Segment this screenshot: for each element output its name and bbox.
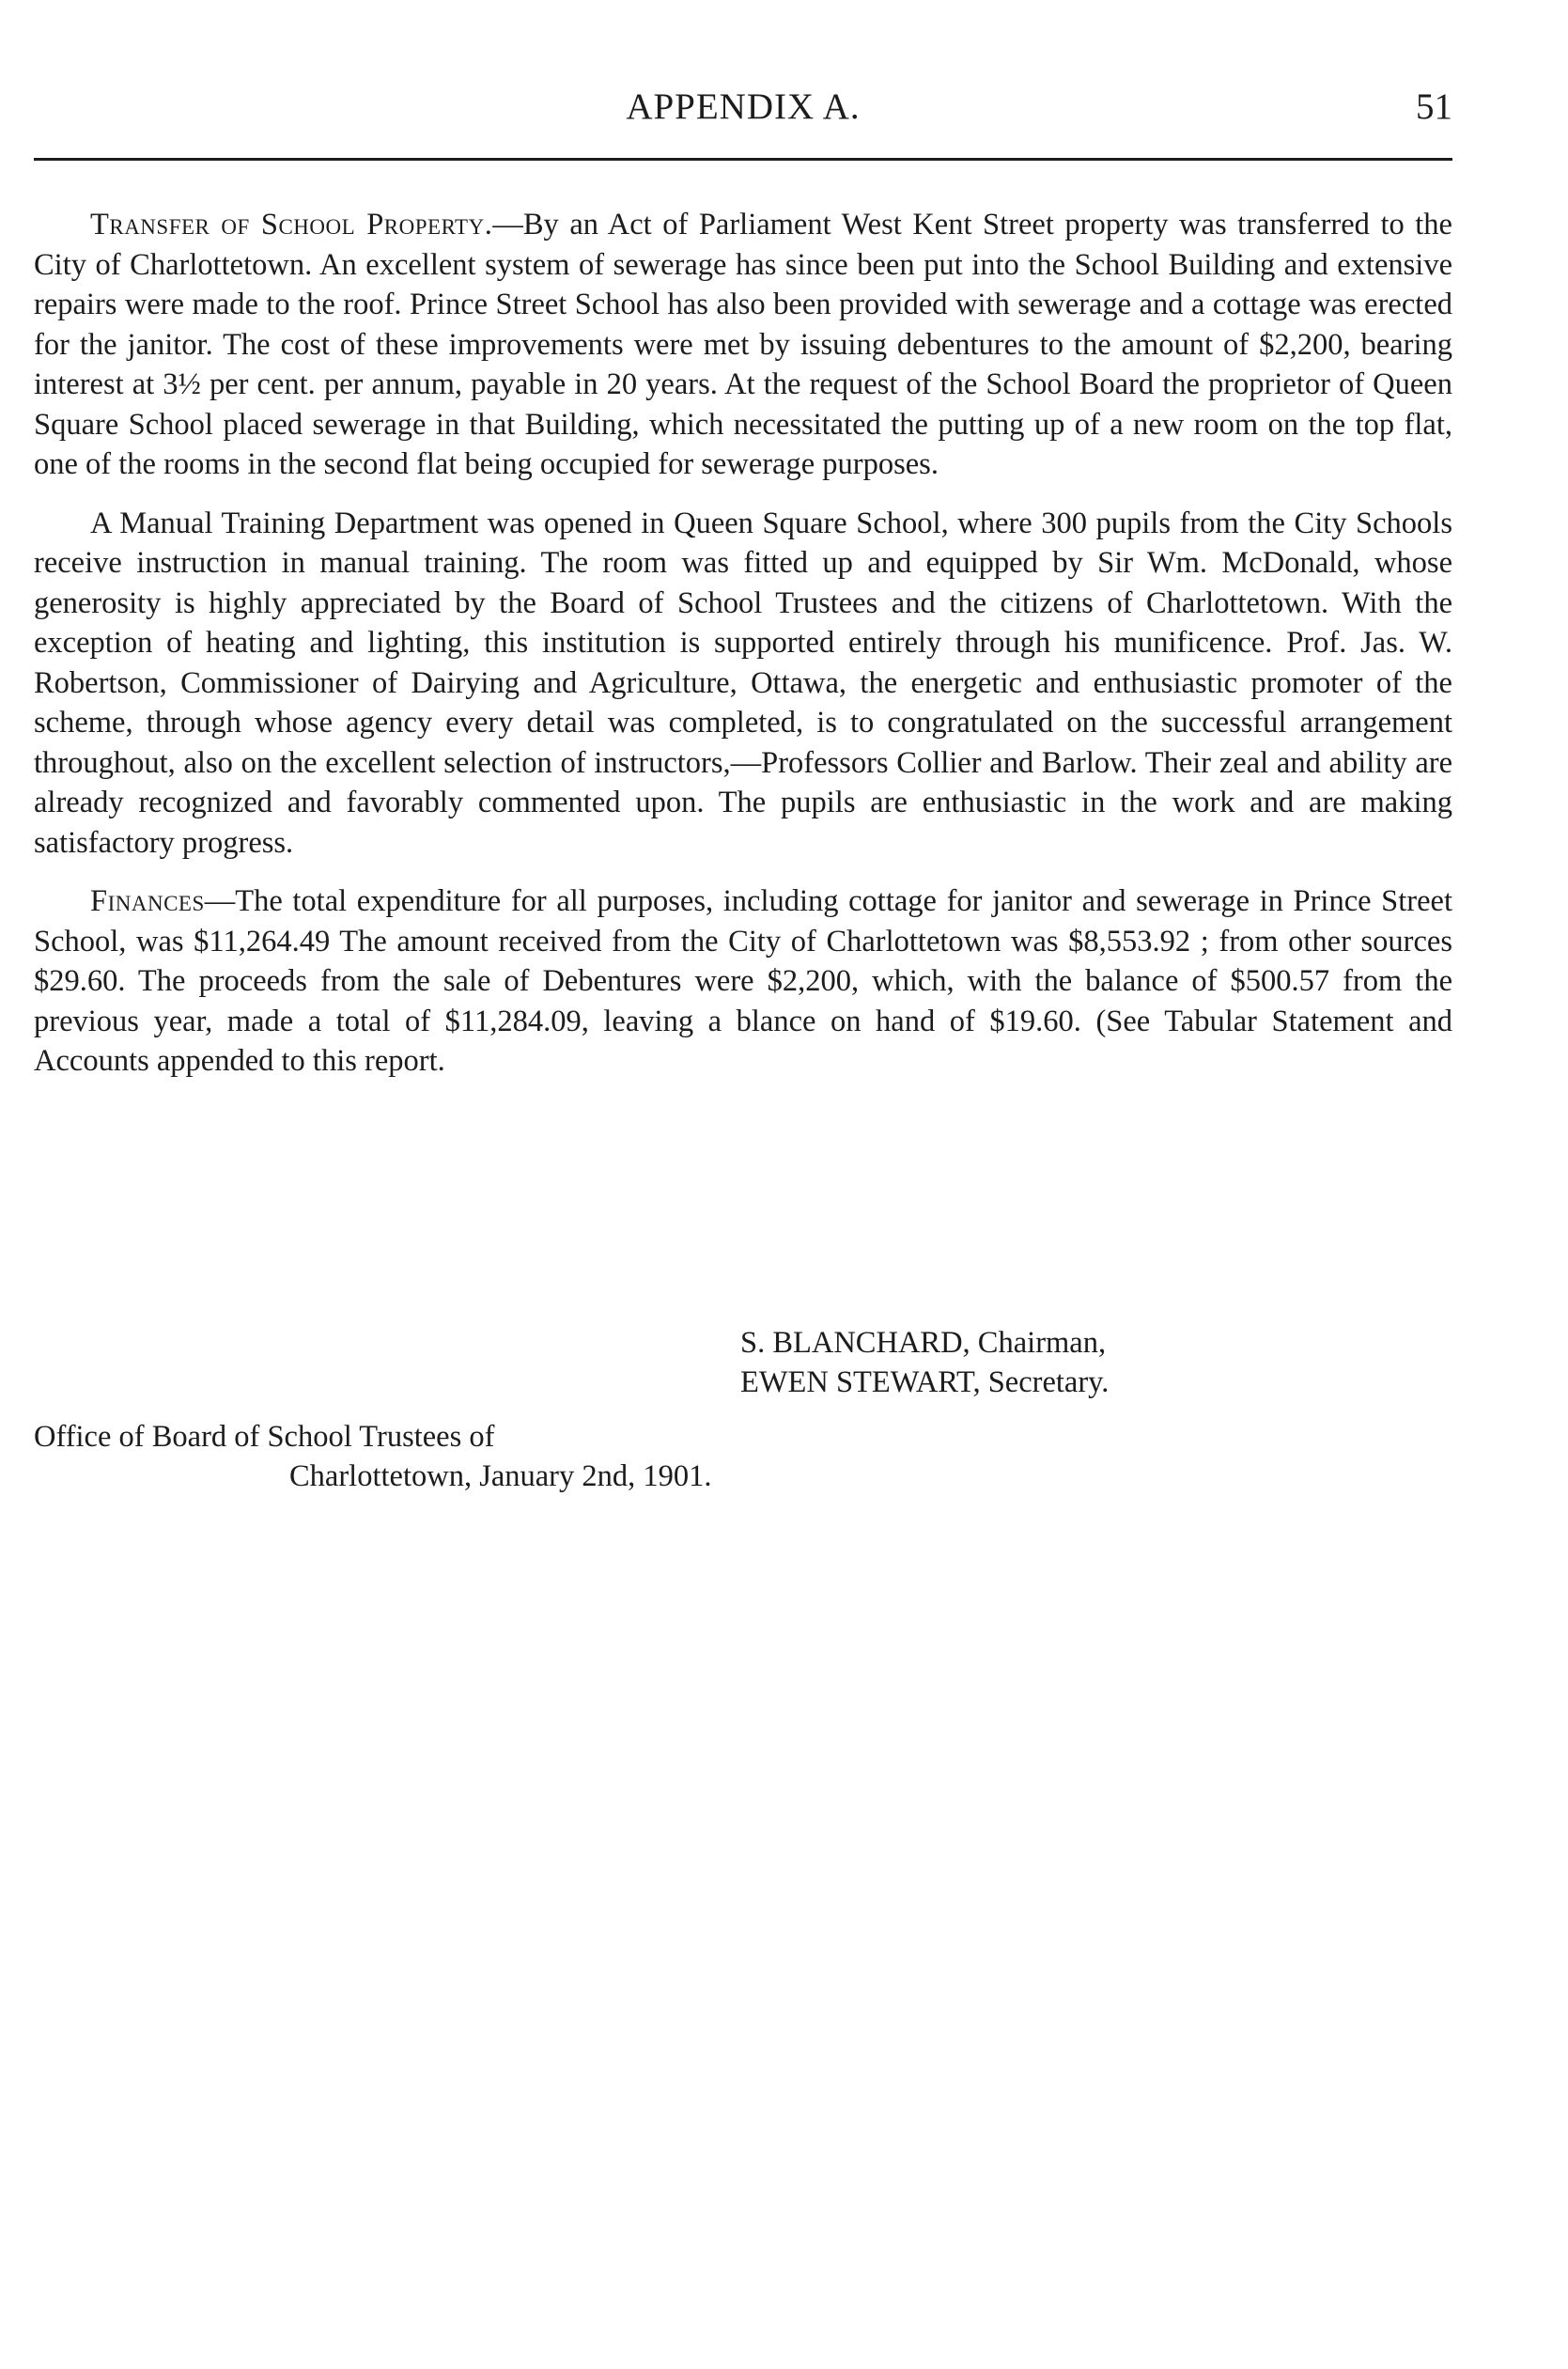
paragraph-finances [34, 881, 1452, 1082]
page-number: 51 [1416, 86, 1452, 127]
section-heading: Finances [90, 884, 205, 918]
paragraph-transfer-of-school-property [34, 205, 1452, 485]
paragraph-text: A Manual Training Department was opened in Queen Square School, where 300 pupils from the City Schools receive instruction in manual training. The room was fitted up and equipped by Sir Wm. McDonald, whose generosity is highly appreciated by the Board of School Trustees and the citizens of Charlottetown. With the exception of heating and lighting, this institution is supported entirely through his munificence. Prof. Jas. W. Robertson, Commissioner of Dairying and Agriculture, Ottawa, the energetic and enthusiastic promoter of the scheme, through whose agency every detail was completed, is to congratulated on the successful arrangement throughout, also on the excellent selection of instructors,—Professors Collier and Barlow. Their zeal and ability are already recognized and favorably commented upon. The pupils are enthusiastic in the work and are making satisfactory progress. [34, 506, 1452, 860]
office-line-2: Charlottetown, January 2nd, 1901. [289, 1459, 712, 1493]
section-heading: Transfer of School Property. [90, 208, 493, 242]
secretary-signature: EWEN STEWART, Secretary. [740, 1365, 1110, 1399]
page-header [34, 79, 1452, 135]
chairman-signature: S. BLANCHARD, Chairman, [740, 1326, 1107, 1360]
header-rule [34, 158, 1452, 161]
signature-block [740, 1323, 1109, 1402]
office-address [34, 1417, 712, 1496]
body-text [34, 205, 1452, 1082]
office-line-1: Office of Board of School Trustees of [34, 1420, 495, 1454]
paragraph-text: —By an Act of Parliament West Kent Street property was transferred to the City of Charlottetown. An excellent system of sewerage has since been put into the School Building and extensive repairs were made to the roof. Prince Street School has also been provided with sewerage and a cottage was erected for the janitor. The cost of these improvements were met by issuing debentures to the amount of $2,200, bearing interest at 3½ per cent. per annum, payable in 20 years. At the request of the School Board the proprietor of Queen Square School placed sewerage in that Building, which necessitated the putting up of a new room on the top flat, one of the rooms in the second flat being occupied for sewerage purposes. [34, 208, 1452, 481]
paragraph-manual-training [34, 504, 1452, 864]
paragraph-text: —The total expenditure for all purposes, including cottage for janitor and sewerage in Prince Street School, was $11,264.49 The amount received from the City of Charlottetown was $8,553.92 ; from other sources $29.60. The proceeds from the sale of Debentures were $2,200, which, with the balance of $500.57 from the previous year, made a total of $11,284.09, leaving a blance on hand of $19.60. (See Tabular Statement and Accounts appended to this report. [34, 884, 1452, 1078]
running-title: APPENDIX A. [626, 86, 861, 127]
